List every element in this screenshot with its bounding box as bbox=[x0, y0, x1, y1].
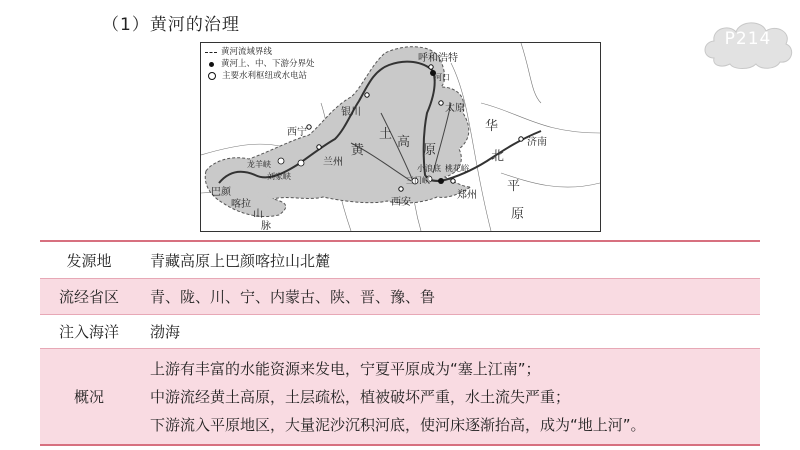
map-label-huayuankou: 桃花峪 bbox=[445, 164, 469, 173]
row-value-source: 青藏高原上巴颜喀拉山北麓 bbox=[138, 241, 760, 279]
filled-dot-icon bbox=[209, 62, 214, 67]
yellow-river-info-table bbox=[40, 240, 760, 446]
map-label-bayan: 巴颜 bbox=[211, 187, 231, 198]
row-key-overview: 概况 bbox=[40, 349, 138, 446]
yellow-river-map bbox=[200, 42, 601, 232]
legend-item-dam: 主要水利枢纽或水电站 bbox=[205, 70, 315, 82]
row-key-source: 发源地 bbox=[40, 241, 138, 279]
map-label-yuan: 原 bbox=[423, 143, 437, 158]
map-label-huang: 黄 bbox=[351, 143, 365, 158]
table-row bbox=[40, 349, 760, 446]
map-label-longyangxia: 龙羊峡 bbox=[247, 160, 271, 169]
map-label-hua: 华 bbox=[485, 119, 499, 134]
middle-lower-boundary-dot bbox=[438, 178, 444, 184]
map-label-liujiaxia: 刘家峡 bbox=[267, 172, 291, 181]
legend-item-boundary: 黄河流域界线 bbox=[205, 46, 315, 58]
map-legend bbox=[205, 46, 315, 82]
map-label-bei: 北 bbox=[491, 149, 505, 164]
overview-line-lower: 下游流入平原地区，大量泥沙沉积河底，使河床逐渐抬高，成为“地上河”。 bbox=[150, 415, 646, 434]
section-title: （1）黄河的治理 bbox=[102, 15, 240, 35]
map-label-gao: 高 bbox=[397, 135, 411, 150]
row-key-provinces: 流经省区 bbox=[40, 279, 138, 315]
map-label-yinchuan: 银川 bbox=[341, 107, 361, 118]
map-label-xian: 西安 bbox=[391, 197, 411, 208]
map-label-sanmenxia: 三门峡 bbox=[406, 176, 430, 185]
table-row bbox=[40, 241, 760, 279]
row-value-sea: 渤海 bbox=[138, 315, 760, 349]
dam-icon bbox=[208, 72, 216, 80]
map-label-taiyuan: 太原 bbox=[445, 103, 465, 114]
map-label-xining: 西宁 bbox=[287, 127, 307, 138]
page-number: P214 bbox=[724, 29, 772, 49]
map-label-mai: 脉 bbox=[261, 221, 271, 232]
map-label-shan: 山 bbox=[253, 209, 263, 220]
table-row bbox=[40, 279, 760, 315]
row-value-provinces: 青、陇、川、宁、内蒙古、陕、晋、豫、鲁 bbox=[138, 279, 760, 315]
map-label-tu: 土 bbox=[379, 127, 393, 142]
map-label-huhehaote: 呼和浩特 bbox=[418, 53, 458, 64]
page-badge bbox=[700, 14, 796, 72]
table-row bbox=[40, 315, 760, 349]
row-value-overview bbox=[138, 349, 760, 446]
map-label-zhengzhou: 郑州 bbox=[457, 190, 477, 201]
map-label-ping: 平 bbox=[507, 179, 521, 194]
map-label-xiaolangdi: 小浪底 bbox=[417, 164, 441, 173]
map-label-jinan: 济南 bbox=[527, 137, 547, 148]
map-label-lanzhou: 兰州 bbox=[323, 157, 343, 168]
row-key-sea: 注入海洋 bbox=[40, 315, 138, 349]
dashed-line-icon bbox=[205, 52, 217, 53]
map-label-kala: 喀拉 bbox=[231, 199, 251, 210]
map-label-hekou: 河口 bbox=[434, 73, 450, 82]
overview-line-upper: 上游有丰富的水能资源来发电，宁夏平原成为“塞上江南”； bbox=[150, 359, 541, 378]
overview-line-middle: 中游流经黄土高原，土层疏松，植被破坏严重，水土流失严重； bbox=[150, 387, 571, 406]
map-label-yuan2: 原 bbox=[511, 207, 525, 222]
legend-item-division: 黄河上、中、下游分界处 bbox=[205, 58, 315, 70]
